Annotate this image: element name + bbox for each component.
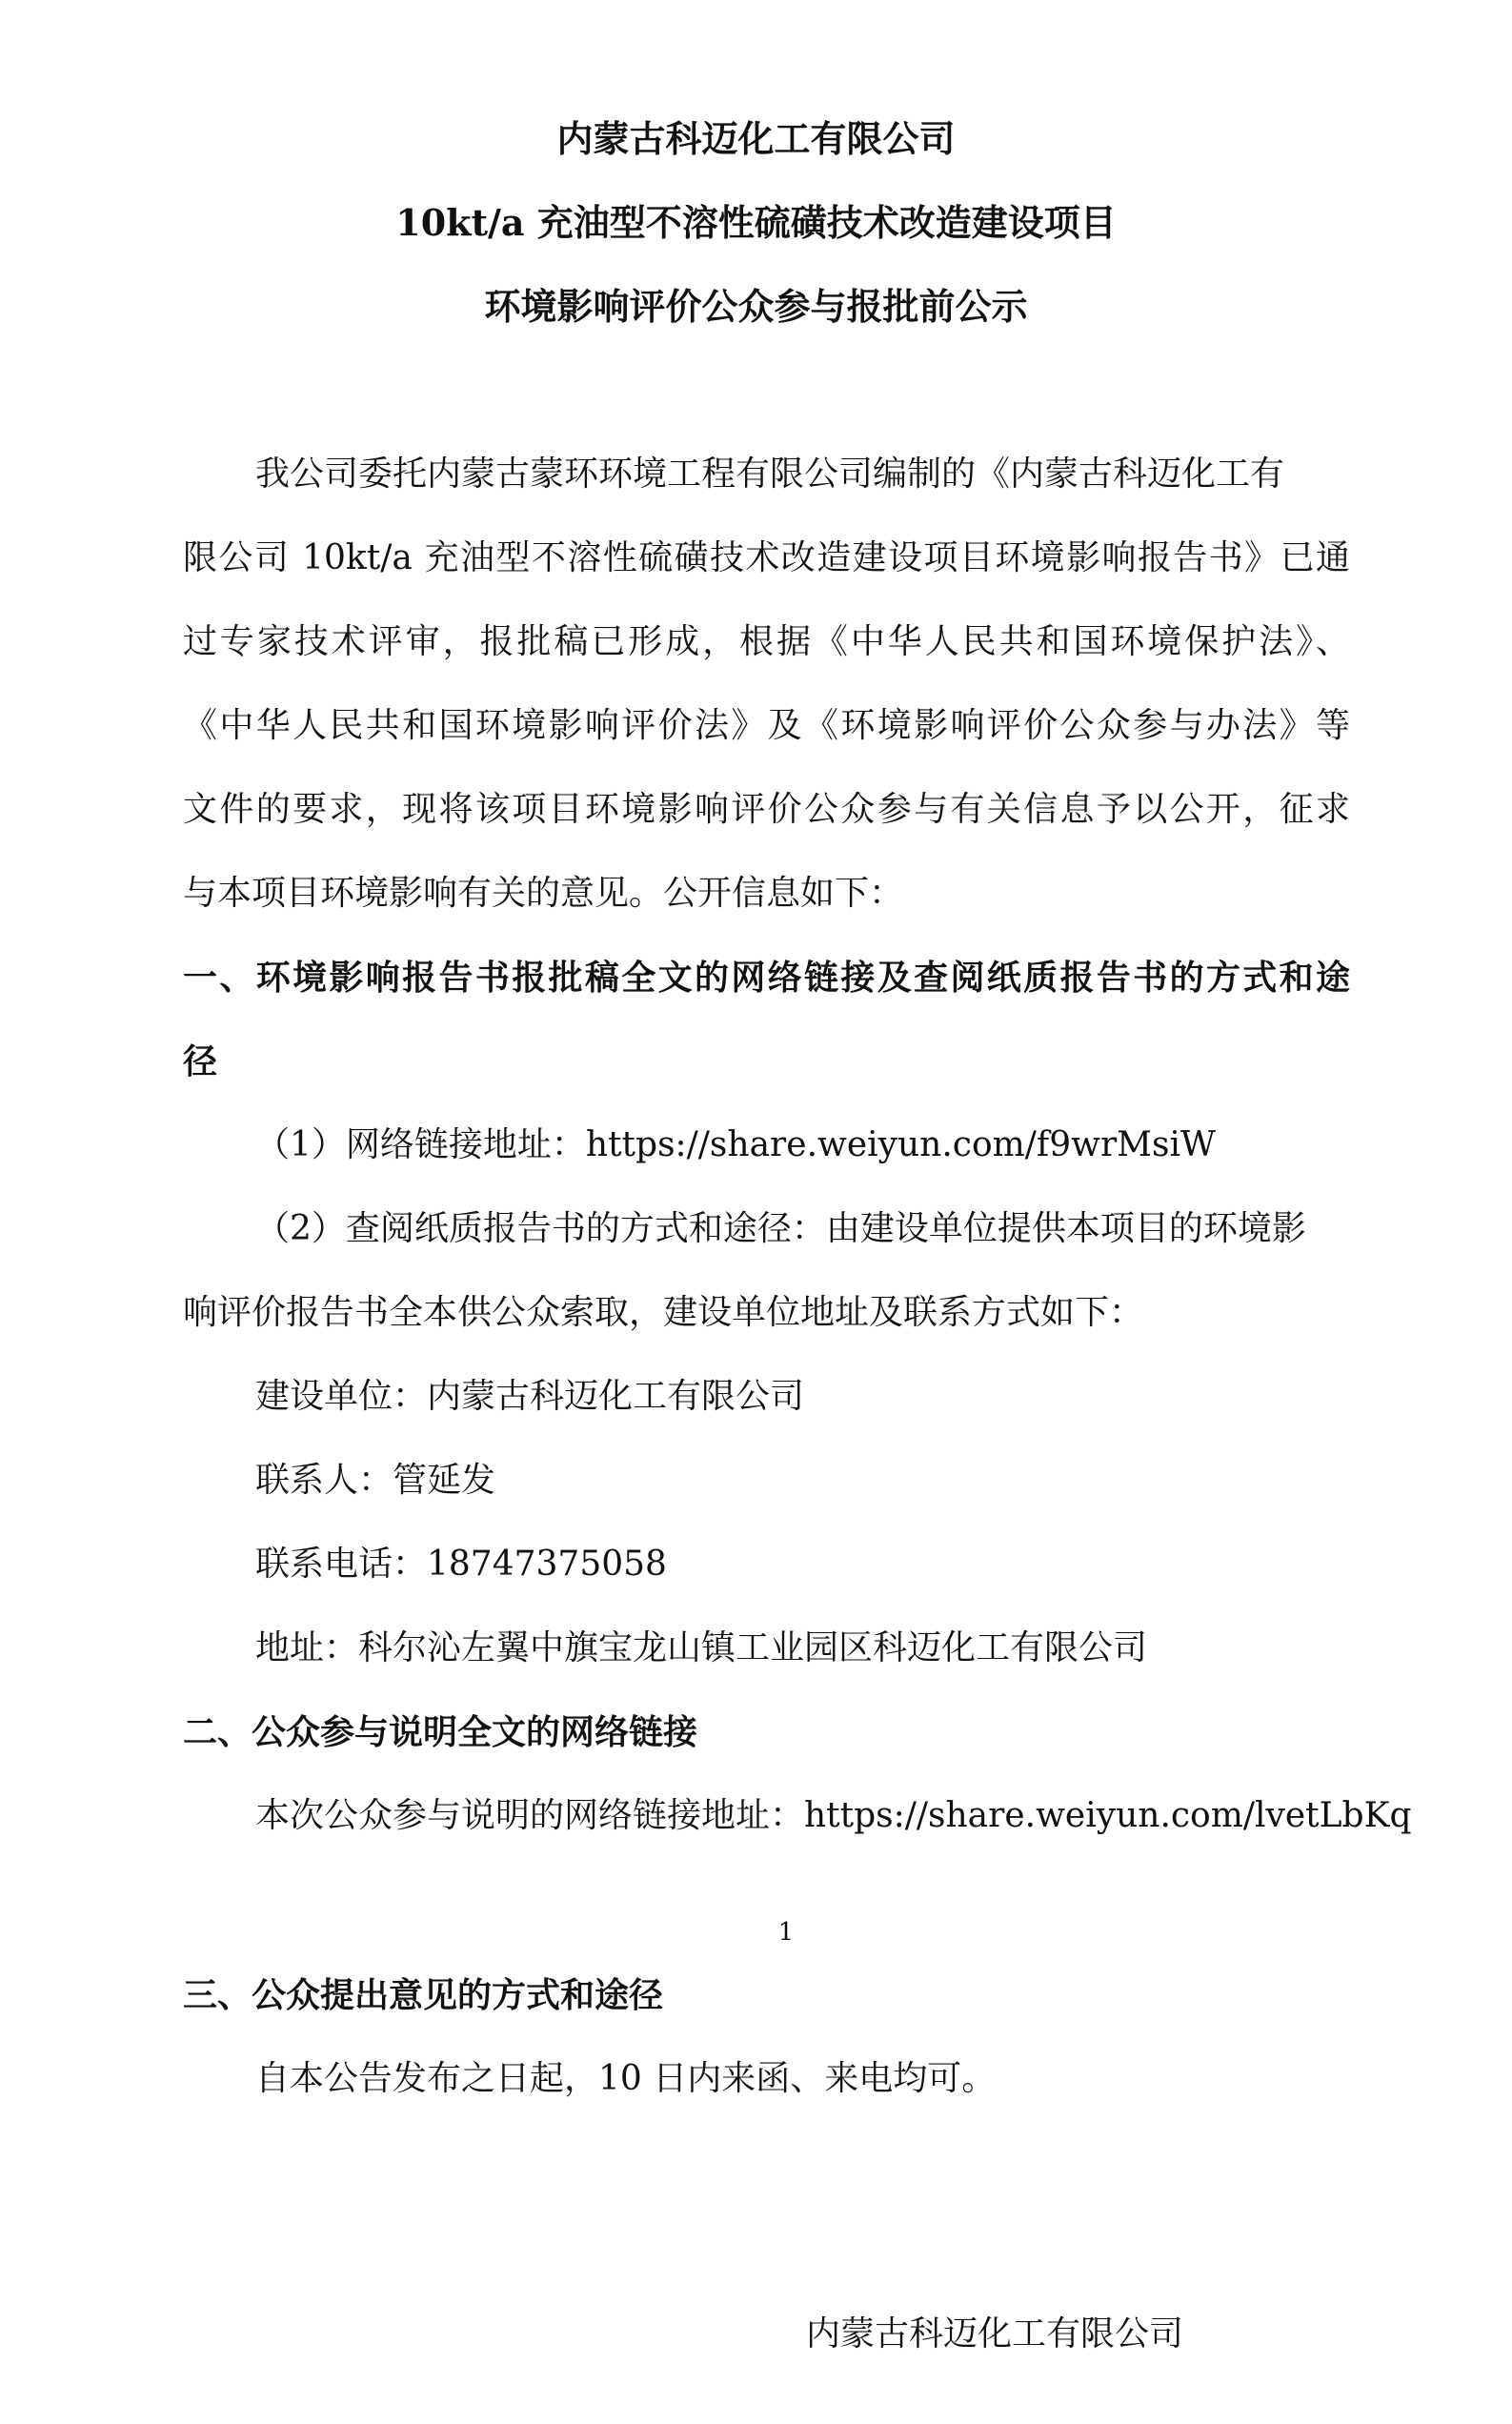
section2-heading: 二、公众参与说明全文的网络链接 [183,1712,698,1752]
section3-text: 自本公告发布之日起，10 日内来函、来电均可。 [255,2059,997,2098]
document-title-notice: 环境影响评价公众参与报批前公示 [484,285,1028,328]
page-number: 1 [777,1918,795,1947]
intro-line-4: 《中华人民共和国环境影响评价法》及《环境影响评价公众参与办法》等 [183,706,1350,745]
contact-phone: 联系电话：18747375058 [255,1545,667,1584]
contact-address: 地址：科尔沁左翼中旗宝龙山镇工业园区科迈化工有限公司 [255,1628,1148,1667]
intro-line-2: 限公司 10kt/a 充油型不溶性硫磺技术改造建设项目环境影响报告书》已通 [183,538,1350,577]
intro-line-1: 我公司委托内蒙古蒙环环境工程有限公司编制的《内蒙古科迈化工有 [255,454,1285,494]
section1-paper-method-cont: 响评价报告书全本供公众索取，建设单位地址及联系方式如下： [183,1293,1144,1332]
document-title-project: 10kt/a 充油型不溶性硫磺技术改造建设项目 [395,201,1117,244]
intro-line-6: 与本项目环境影响有关的意见。公开信息如下： [183,874,904,913]
section2-link: 本次公众参与说明的网络链接地址：https://share.weiyun.com/lvetLbKq [255,1796,1412,1835]
document-title-company: 内蒙古科迈化工有限公司 [556,117,956,160]
section1-link: （1）网络链接地址：https://share.weiyun.com/f9wrMsiW [255,1125,1217,1164]
construction-unit: 建设单位：内蒙古科迈化工有限公司 [255,1377,805,1416]
intro-line-3: 过专家技术评审，报批稿已形成，根据《中华人民共和国环境保护法》、 [183,622,1350,661]
section1-heading-cont: 径 [183,1041,218,1081]
section3-heading: 三、公众提出意见的方式和途径 [183,1975,664,2015]
section1-heading: 一、环境影响报告书报批稿全文的网络链接及查阅纸质报告书的方式和途 [183,958,1350,998]
intro-line-5: 文件的要求，现将该项目环境影响评价公众参与有关信息予以公开，征求 [183,790,1350,829]
section1-paper-method: （2）查阅纸质报告书的方式和途径：由建设单位提供本项目的环境影 [255,1209,1306,1248]
contact-person: 联系人：管延发 [255,1461,496,1500]
signature-company: 内蒙古科迈化工有限公司 [806,2314,1184,2353]
